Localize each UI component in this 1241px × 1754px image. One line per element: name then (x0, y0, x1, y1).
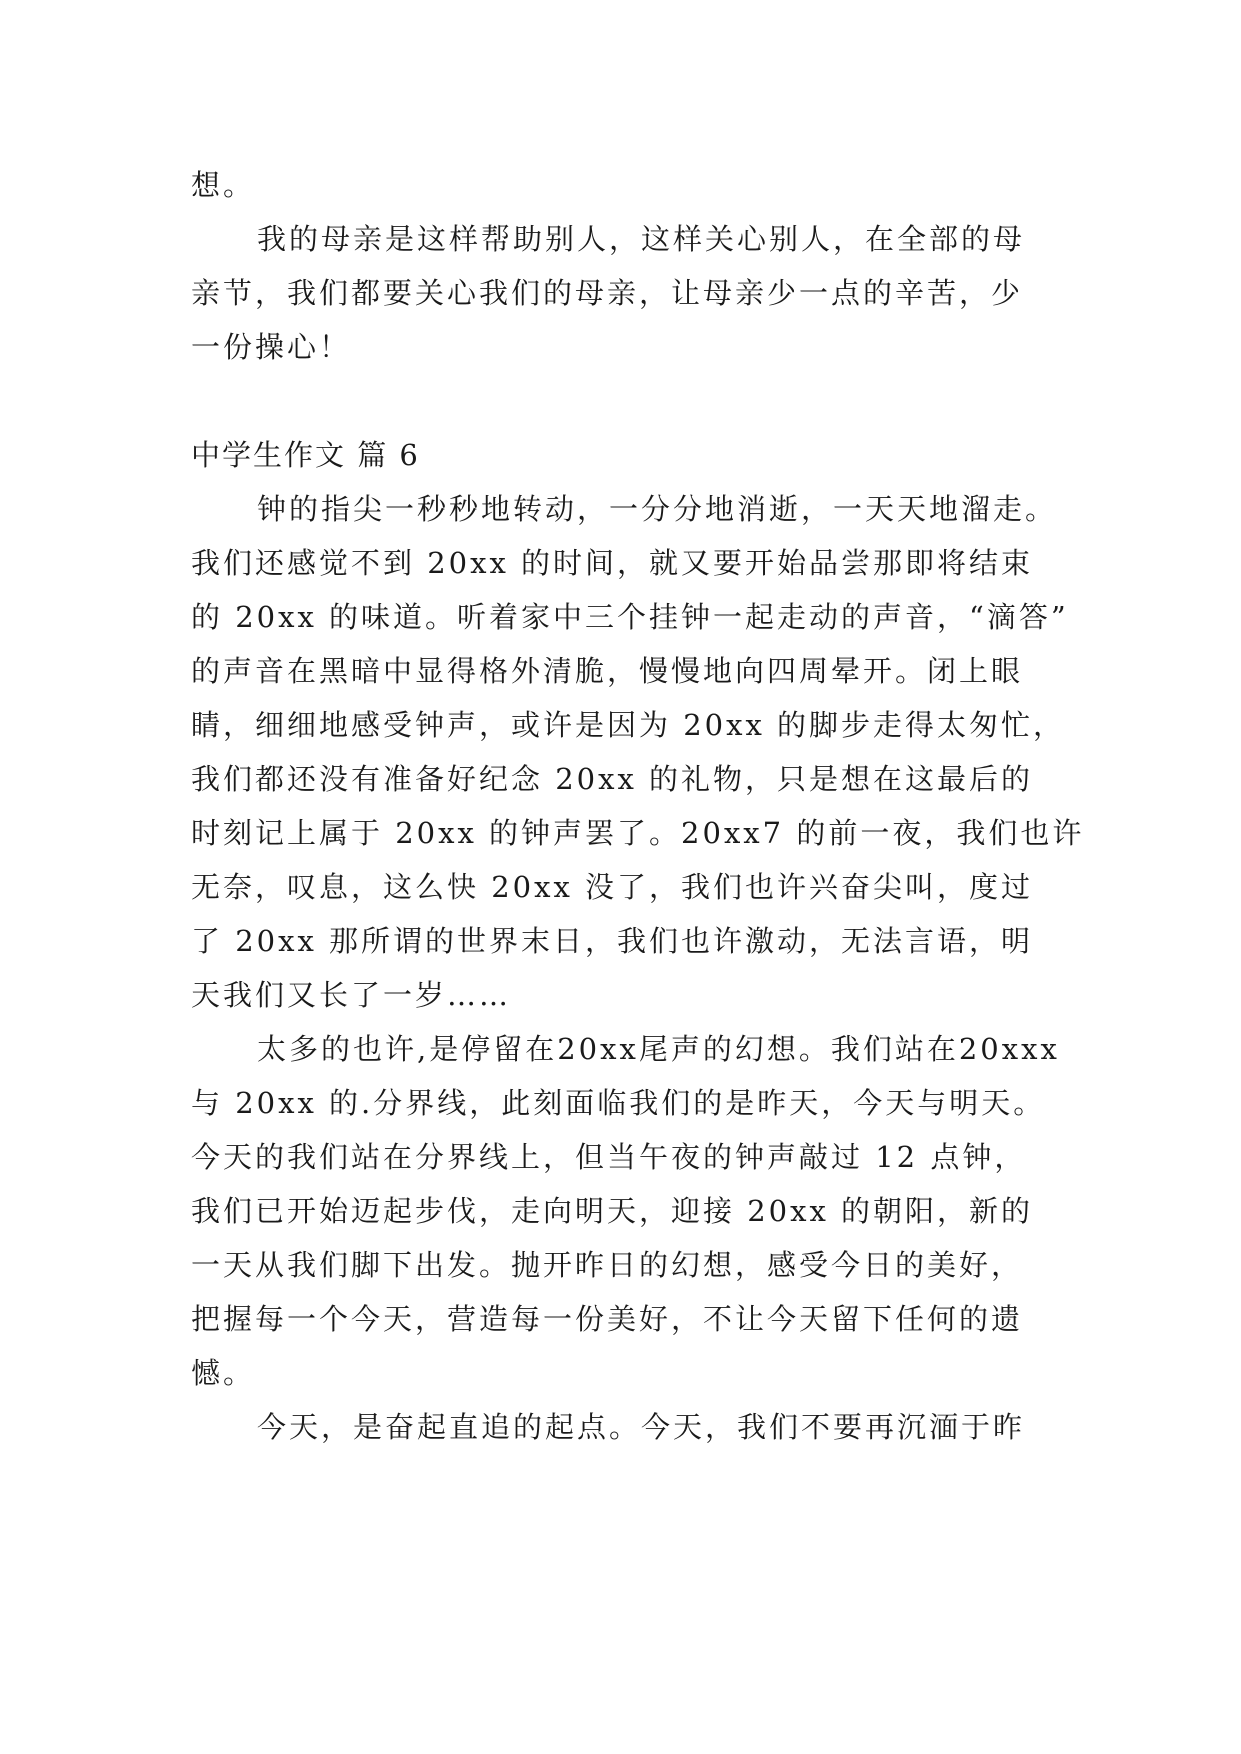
section-spacer (191, 374, 1051, 428)
text-line: 今天，是奋起直追的起点。今天，我们不要再沉湎于昨 (257, 1410, 1026, 1444)
text-line: 睛，细细地感受钟声，或许是因为 20xx 的脚步走得太匆忙， (191, 708, 1066, 742)
paragraph-mother (191, 212, 1051, 374)
text-line: 的 20xx 的味道。听着家中三个挂钟一起走动的声音，“滴答” (191, 600, 1069, 634)
text-line: 无奈，叹息，这么快 20xx 没了，我们也许兴奋尖叫，度过 (191, 870, 1034, 904)
text-line: 太多的也许,是停留在20xx尾声的幻想。我们站在20xxx (257, 1032, 1060, 1066)
text-line: 一份操心！ (191, 330, 352, 364)
text-line: 时刻记上属于 20xx 的钟声罢了。20xx7 的前一夜，我们也许 (191, 816, 1085, 850)
section-heading: 中学生作文 篇 6 (191, 438, 420, 472)
text-line: 今天的我们站在分界线上，但当午夜的钟声敲过 12 点钟， (191, 1140, 1027, 1174)
document-body (191, 158, 1085, 1454)
text-line: 我们都还没有准备好纪念 20xx 的礼物，只是想在这最后的 (191, 762, 1034, 796)
text-line: 我们已开始迈起步伐，走向明天，迎接 20xx 的朝阳，新的 (191, 1194, 1034, 1228)
text-line: 憾。 (191, 1356, 256, 1390)
text-line: 把握每一个今天，营造每一份美好，不让今天留下任何的遗 (191, 1302, 1024, 1336)
text-line: 我的母亲是这样帮助别人，这样关心别人，在全部的母 (257, 222, 1026, 256)
paragraph-continuation (191, 158, 1051, 212)
text-line: 一天从我们脚下出发。抛开昨日的幻想，感受今日的美好， (191, 1248, 1024, 1282)
text-line: 天我们又长了一岁…… (191, 978, 512, 1012)
paragraph-today (191, 1400, 1051, 1454)
paragraph-clock (191, 482, 1085, 1022)
text-line: 亲节，我们都要关心我们的母亲，让母亲少一点的辛苦，少 (191, 276, 1024, 310)
text-line: 的声音在黑暗中显得格外清脆，慢慢地向四周晕开。闭上眼 (191, 654, 1024, 688)
text-line: 了 20xx 那所谓的世界末日，我们也许激动，无法言语，明 (191, 924, 1034, 958)
text-line: 想。 (191, 168, 256, 202)
text-line: 与 20xx 的.分界线，此刻面临我们的是昨天，今天与明天。 (191, 1086, 1046, 1120)
text-line: 我们还感觉不到 20xx 的时间，就又要开始品尝那即将结束 (191, 546, 1034, 580)
paragraph-boundary (191, 1022, 1060, 1400)
text-line: 钟的指尖一秒秒地转动，一分分地消逝，一天天地溜走。 (257, 492, 1058, 526)
